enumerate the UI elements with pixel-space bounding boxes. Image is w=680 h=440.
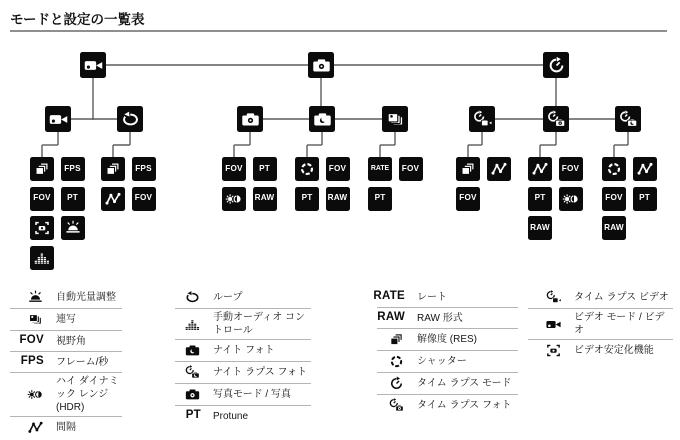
legend-item-label: RAW 形式 — [417, 312, 463, 324]
stab-icon — [33, 219, 51, 237]
video-icon — [83, 55, 104, 76]
legend-icon-cell — [175, 386, 213, 403]
submode-tl-video — [469, 106, 495, 132]
hdr-icon — [562, 190, 580, 208]
submode-photo — [237, 106, 263, 132]
legend-item-label: 手動オーディオ コントロール — [213, 312, 305, 336]
fps-text-icon: FPS — [20, 355, 44, 368]
legend-item-label: タイム ラプス モード — [417, 378, 512, 389]
legend-item-light — [10, 287, 122, 309]
interval-icon — [636, 160, 654, 178]
legend-item-raw — [377, 308, 518, 329]
legend-item-label: 間隔 — [56, 422, 76, 433]
fov-text-icon: FOV — [459, 193, 477, 203]
submode-loop — [117, 106, 143, 132]
burst-icon — [385, 109, 406, 130]
submode-video — [45, 106, 71, 132]
setting-shutter — [295, 157, 319, 181]
fov-text-icon: FOV — [328, 163, 347, 173]
interval-icon — [490, 160, 508, 178]
setting-res — [101, 157, 125, 181]
legend-item-fps — [10, 352, 122, 373]
legend-item-nl-photo — [175, 362, 311, 384]
legend-icon-cell — [175, 364, 213, 381]
legend-item-tl-photo — [377, 395, 518, 416]
mode-photo-mode — [308, 52, 334, 78]
legend-item-stab — [528, 340, 673, 361]
setting-interval — [101, 187, 125, 211]
legend-item-label: ナイト フォト — [213, 345, 275, 356]
photo-icon — [184, 386, 201, 403]
interval-icon — [104, 190, 122, 208]
legend-item-tl-video — [528, 287, 673, 309]
setting-fov — [559, 157, 583, 181]
legend-item-label: タイム ラプス フォト — [417, 400, 512, 411]
tl-photo-icon — [388, 397, 405, 414]
setting-fov — [30, 187, 54, 211]
pt-text-icon: PT — [259, 163, 270, 173]
setting-rate — [368, 157, 392, 181]
legend-icon-cell — [377, 397, 417, 414]
setting-fps — [132, 157, 156, 181]
legend-item-video — [528, 309, 673, 340]
hdr-icon — [27, 386, 44, 403]
legend-icon-cell — [175, 410, 213, 422]
setting-res — [30, 157, 54, 181]
shutter-icon — [298, 160, 316, 178]
video-icon — [545, 316, 562, 333]
legend-icon-cell — [528, 289, 574, 306]
setting-pt — [295, 187, 319, 211]
legend-item-hdr — [10, 373, 122, 417]
pt-text-icon: PT — [374, 193, 386, 203]
legend-item-clock — [377, 373, 518, 395]
legend-column-3 — [373, 287, 518, 416]
legend — [0, 287, 680, 437]
pt-text-icon: PT — [301, 193, 313, 203]
legend-icon-cell — [10, 356, 56, 368]
setting-raw — [253, 187, 277, 211]
legend-icon-cell — [377, 353, 417, 370]
setting-interval — [487, 157, 511, 181]
setting-fov — [132, 187, 156, 211]
legend-item-fov — [10, 331, 122, 352]
legend-icon-cell — [10, 419, 56, 436]
fov-text-icon: FOV — [33, 193, 51, 203]
burst-icon — [27, 311, 44, 328]
legend-item-label: 写真モード / 写真 — [213, 389, 291, 400]
legend-item-pt — [175, 406, 311, 426]
res-icon — [104, 160, 122, 178]
legend-column-1 — [10, 287, 122, 438]
legend-item-res — [377, 329, 518, 351]
photo-icon — [240, 109, 261, 130]
setting-pt — [368, 187, 392, 211]
setting-interval — [633, 157, 657, 181]
legend-item-label: 解像度 (RES) — [417, 334, 477, 345]
rate-text-icon: RATE — [373, 290, 405, 303]
legend-item-loop — [175, 287, 311, 309]
mode-video-mode — [80, 52, 106, 78]
res-icon — [33, 160, 51, 178]
legend-icon-cell — [175, 316, 213, 333]
legend-item-label: ハイ ダイナミック レンジ (HDR) — [56, 376, 119, 413]
legend-item-label: タイム ラプス ビデオ — [574, 292, 669, 303]
setting-fov — [456, 187, 480, 211]
fps-text-icon: FPS — [64, 163, 81, 173]
setting-hdr — [559, 187, 583, 211]
setting-fov — [326, 157, 350, 181]
setting-stab — [30, 216, 54, 240]
legend-item-shutter — [377, 351, 518, 373]
tl-photo-icon — [546, 109, 567, 130]
fov-text-icon: FOV — [401, 163, 420, 173]
raw-text-icon: RAW — [604, 222, 624, 232]
raw-text-icon: RAW — [254, 193, 275, 203]
legend-item-label: 視野角 — [56, 335, 86, 347]
submode-burst — [382, 106, 408, 132]
setting-fov — [602, 187, 626, 211]
loop-icon — [120, 109, 141, 130]
legend-item-interval — [10, 417, 122, 438]
fov-text-icon: FOV — [561, 163, 580, 173]
legend-item-night-photo — [175, 340, 311, 362]
mode-timelapse-mode — [543, 52, 569, 78]
raw-text-icon: RAW — [530, 222, 550, 232]
legend-item-label: シャッター — [417, 356, 467, 367]
night-photo-icon — [184, 342, 201, 359]
legend-item-label: ループ — [213, 292, 243, 303]
fov-text-icon: FOV — [225, 163, 243, 173]
legend-item-label: ナイト ラプス フォト — [213, 367, 307, 378]
setting-res — [456, 157, 480, 181]
nl-photo-icon — [184, 364, 201, 381]
raw-text-icon: RAW — [377, 311, 405, 324]
pt-text-icon: PT — [67, 193, 78, 203]
legend-item-label: ビデオ安定化機能 — [574, 345, 654, 356]
shutter-icon — [388, 353, 405, 370]
tl-video-icon — [545, 289, 562, 306]
legend-icon-cell — [528, 316, 574, 333]
legend-icon-cell — [377, 331, 417, 348]
setting-raw — [528, 216, 552, 240]
light-icon — [64, 219, 82, 237]
fov-text-icon: FOV — [605, 193, 623, 203]
legend-icon-cell — [175, 342, 213, 359]
interval-icon — [27, 419, 44, 436]
legend-icon-cell — [377, 375, 417, 392]
setting-fps — [61, 157, 85, 181]
pt-text-icon: PT — [639, 193, 650, 203]
legend-item-label: Protune — [213, 410, 249, 422]
legend-item-rate — [373, 287, 518, 308]
setting-audio — [30, 246, 54, 270]
light-icon — [27, 289, 44, 306]
legend-item-label: 自動光量調整 — [56, 292, 116, 303]
audio-icon — [33, 249, 51, 267]
setting-shutter — [602, 157, 626, 181]
shutter-icon — [605, 160, 623, 178]
legend-column-2 — [175, 287, 311, 426]
photo-icon — [311, 55, 332, 76]
submode-tl-photo — [543, 106, 569, 132]
setting-hdr — [222, 187, 246, 211]
legend-icon-cell — [175, 289, 213, 306]
res-icon — [388, 331, 405, 348]
setting-interval — [528, 157, 552, 181]
hdr-icon — [225, 190, 243, 208]
legend-icon-cell — [10, 386, 56, 403]
legend-item-burst — [10, 309, 122, 331]
legend-icon-cell — [10, 335, 56, 347]
page-title: モードと設定の一覧表 — [10, 12, 145, 27]
setting-raw — [602, 216, 626, 240]
nl-photo-icon — [618, 109, 639, 130]
legend-item-photo — [175, 384, 311, 406]
legend-icon-cell — [528, 342, 574, 359]
legend-item-audio — [175, 309, 311, 340]
legend-item-label: 連写 — [56, 314, 76, 325]
legend-icon-cell — [373, 290, 417, 303]
legend-icon-cell — [10, 289, 56, 306]
setting-pt — [633, 187, 657, 211]
setting-raw — [326, 187, 350, 211]
night-photo-icon — [312, 109, 333, 130]
pt-text-icon: PT — [534, 193, 546, 203]
fov-text-icon: FOV — [19, 334, 44, 347]
legend-item-label: ビデオ モード / ビデオ — [574, 312, 665, 336]
raw-text-icon: RAW — [327, 193, 348, 203]
setting-fov — [222, 157, 246, 181]
fps-text-icon: FPS — [135, 163, 152, 173]
interval-icon — [531, 160, 549, 178]
clock-icon — [546, 55, 567, 76]
legend-icon-cell — [10, 311, 56, 328]
setting-light — [61, 216, 85, 240]
setting-fov — [399, 157, 423, 181]
legend-item-label: レート — [417, 291, 447, 303]
setting-pt — [528, 187, 552, 211]
setting-pt — [61, 187, 85, 211]
clock-icon — [388, 375, 405, 392]
rate-text-icon: RATE — [370, 164, 390, 172]
submode-nl-photo — [615, 106, 641, 132]
setting-pt — [253, 157, 277, 181]
tl-video-icon — [472, 109, 493, 130]
fov-text-icon: FOV — [134, 193, 153, 203]
legend-item-label: フレーム/秒 — [56, 356, 109, 368]
legend-column-4 — [528, 287, 673, 361]
res-icon — [459, 160, 477, 178]
pt-text-icon: PT — [185, 409, 201, 422]
stab-icon — [545, 342, 562, 359]
video-icon — [48, 109, 69, 130]
audio-icon — [184, 316, 201, 333]
loop-icon — [184, 289, 201, 306]
legend-icon-cell — [377, 312, 417, 324]
submode-night-photo — [309, 106, 335, 132]
